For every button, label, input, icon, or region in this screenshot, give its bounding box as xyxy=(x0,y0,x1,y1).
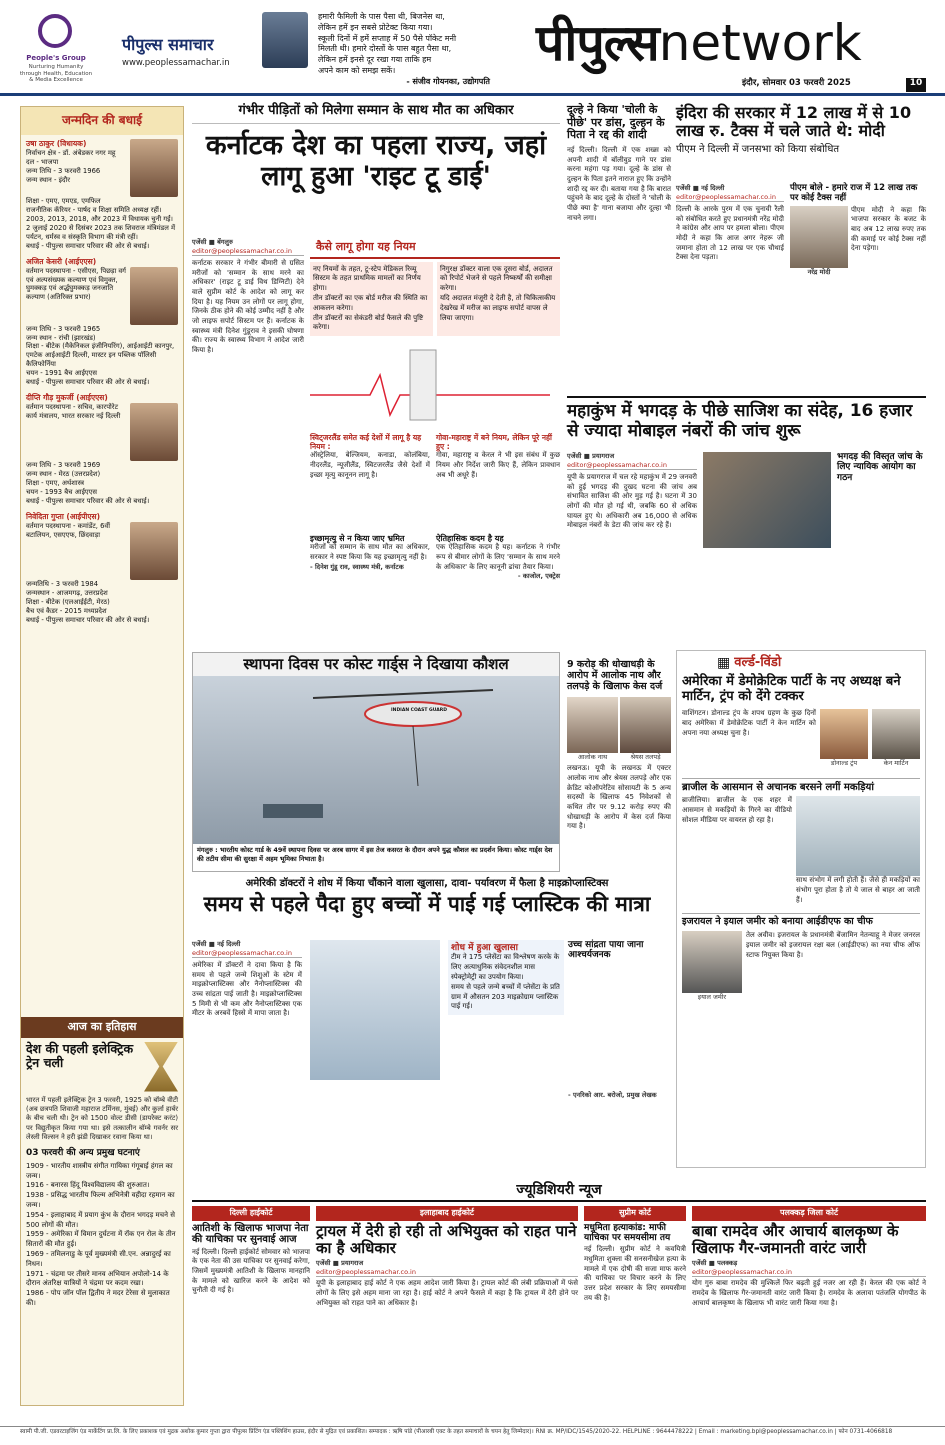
history-body: भारत में पहली इलेक्ट्रिक ट्रेन 3 फरवरी, 1925 को बॉम्बे वीटी (अब छत्रपति शिवाजी महाराज टर्मिनस, मुंबई) और कुर्ला हार्बर के बीच चली थी। ट्रेन को 1500 वोल्ट डीसी (डायरेक्ट करंट) पर विद्युतीकृत किया गया था। इसे तत्कालीन बॉम्बे गवर्नर सर लेस्ली विल्सन ने हरी झंडी दिखाकर रवाना किया था। xyxy=(26,1095,178,1142)
person-name: उषा ठाकुर (विधायक) xyxy=(26,138,87,148)
side-note-4 xyxy=(436,534,560,581)
helicopter-illustration xyxy=(193,676,559,844)
photo-caption: साथ संभोग में लगी होती हैं। जैसे ही मकड़ियों का संभोग पूरा होता है तो ये जाल से बाहर आ जाती हैं। xyxy=(796,876,920,904)
side-note-body: मरीजों को सम्मान के साथ मौत का अधिकार, सरकार ने स्पष्ट किया कि यह इच्छामृत्यु नहीं है। xyxy=(310,543,430,561)
plastic-side xyxy=(568,940,662,1099)
events-list xyxy=(21,1162,183,1309)
photo-caption: इयाल जमीर xyxy=(697,993,727,1002)
rule-item: नए नियमों के तहत, टू-स्टेप मेडिकल रिव्यू सिस्टम के तहत प्राथमिक मामलों का निर्णय होगा। xyxy=(313,264,421,293)
side-note-body: गोवा, महाराष्ट्र व केरल ने भी इस संबंध में कुछ नियम और निर्देश जारी किए हैं, लेकिन प्रावधान अब भी अधूरे हैं। xyxy=(436,451,560,479)
court-story xyxy=(192,1206,310,1308)
person-card xyxy=(26,403,178,461)
rules-box xyxy=(310,238,560,433)
side-head: उच्च सांद्रता पाया जाना आश्चर्यजनक xyxy=(568,940,644,961)
story-body: यूपी के प्रयागराज में चल रहे महाकुंभ में 29 जनवरी को हुई भगदड़ की दुखद घटना की जांच अब संभावित साजिश की ओर मुड़ गई है। घटना में 30 लोगों की मौत हो गई थी, जबकि 60 से अधिक घायल हुए थे। अधिकारी अब 16,000 से अधिक मोबाइल नंबरों के डेटा की जांच कर रहे हैं। xyxy=(567,473,697,530)
event-item: 1959 - अमेरिका में विमान दुर्घटना में रॉक एन रोल के तीन सितारों की मौत हुई। xyxy=(26,1230,176,1249)
person-detail: बधाई - पीपुल्स समाचार परिवार की ओर से बधाई। xyxy=(26,241,150,250)
brand-name: People's Group xyxy=(26,54,86,62)
story-body: नई दिल्ली। सुप्रीम कोर्ट ने कवयित्री मधुमिता शुक्ला की सनसनीखेज हत्या के मामले में एक दोषी की सजा माफ करने की याचिका पर विचार करने के लिए उत्तर प्रदेश सरकार के लिए समयसीमा तय की है। xyxy=(584,1245,686,1302)
quote-author: - संजीव गोयनका, उद्योगपति xyxy=(406,76,490,86)
event-item: 1986 - पोप जॉन पॉल द्वितीय ने मदर टेरेसा से मुलाकात की। xyxy=(26,1289,170,1307)
modi-story xyxy=(676,104,926,384)
world-window xyxy=(676,650,926,1168)
person-detail: चयन - 1991 बैच आईएएस xyxy=(26,369,98,378)
photo-caption: डोनाल्ड ट्रंप xyxy=(830,759,858,768)
story-body: ब्राजीलिया। ब्राजील के एक शहर में आसमान से मकड़ियों के गिरने का वीडियो सोशल मीडिया पर वायरल हो रहा है। xyxy=(682,796,792,824)
shreyas-photo xyxy=(620,697,671,753)
event-item: 1954 - इलाहाबाद में प्रयाग कुंभ के दौरान भगदड़ मचने से 500 लोगों की मौत। xyxy=(26,1210,175,1229)
person-detail: बधाई - पीपुल्स समाचार परिवार की ओर से बधाई। xyxy=(26,378,150,387)
story-headline: आतिशी के खिलाफ भाजपा नेता की याचिका पर सुनवाई आज xyxy=(192,1222,309,1246)
network-wordmark xyxy=(536,10,862,76)
hourglass-icon xyxy=(144,1042,178,1092)
alok-photo xyxy=(567,697,618,753)
person-photo xyxy=(130,522,178,580)
person-detail: जन्म स्थान - इंदौर xyxy=(26,175,71,184)
page-number: 10 xyxy=(906,78,926,92)
research-box xyxy=(448,940,564,1015)
peoples-group-logo-icon xyxy=(38,14,72,48)
side-note-3 xyxy=(310,534,430,571)
person-detail: जन्मतिथि - 3 फरवरी 1984 xyxy=(26,579,99,588)
plastic-story xyxy=(192,878,662,1178)
story-headline: ट्रायल में देरी हो रही तो अभियुक्त को राहत पाने का है अधिकार xyxy=(316,1221,577,1257)
person-detail: शिक्षा - एमए, अर्थशास्त्र xyxy=(26,479,85,488)
person-detail: जन्मस्थान - आजमगढ़, उत्तरप्रदेश xyxy=(26,588,108,597)
byline-email[interactable]: editor@peoplessamachar.co.in xyxy=(192,949,302,959)
story-headline: बाबा रामदेव और आचार्य बालकृष्ण के खिलाफ गैर-जमानती वारंट जारी xyxy=(692,1221,899,1257)
person-detail: शिक्षा - एमए, एमएड, एमफिल xyxy=(26,196,101,205)
court-label: दिल्ली हाईकोर्ट xyxy=(192,1206,310,1221)
byline: एजेंसी ■ नई दिल्ली xyxy=(676,184,725,192)
quote-line: लेकिन हमें इनसे दूर रखा गया ताकि हम xyxy=(318,55,432,65)
person-card xyxy=(26,267,178,325)
coastguard-story xyxy=(192,652,560,872)
byline: एजेंसी ■ पलक्कड़ xyxy=(692,1259,738,1268)
box-body: पीएम मोदी ने कहा कि भाजपा सरकार के बजट के बाद अब 12 लाख रुपए तक की कमाई पर कोई टैक्स नहीं देना पड़ेगा। xyxy=(851,205,926,253)
person-name: दीप्ति गौड़ मुकर्जी (आईएएस) xyxy=(26,393,108,403)
side-note-body: एक ऐतिहासिक कदम है यह। कर्नाटक ने गंभीर रूप से बीमार लोगों के लिए 'सम्मान के साथ मरने के अधिकार' के लिए कानूनी ढांचा तैयार किया। xyxy=(436,543,560,571)
person-photo xyxy=(130,139,178,197)
imprint-footer: स्वामी पी.जी. एडवरटाइजिंग एंड मार्केटिंग प्रा.लि. के लिए प्रकाशक एवं मुद्रक अशोक कुमार गुप्ता द्वारा पीपुल्स प्रिंटिंग एंड पब्लिशिंग हाउस, इंदौर से मुद्रित एवं प्रकाशित। सम्पादक : ऋषि पांडे (पीआरबी एक्ट के तहत समाचारों के चयन हेतु जिम्मेदार)। RNI क्र. MP/IDC/1545/2020-22. HELPLINE : 9644478222 | Email : marketing.bpl@peoplessamachar.co.in | फोन 0731-4066818 xyxy=(0,1426,945,1445)
rule-item: निगुरक्ष डॉक्टर वाला एक दूसरा बोर्ड, अदालत को रिपोर्ट भेजने से पहले निष्कर्षों की समीक्षा करेगा। xyxy=(440,264,553,293)
byline-email[interactable]: editor@peoplessamachar.co.in xyxy=(676,193,784,203)
story-headline: ब्राजील के आसमान से अचानक बरसने लगीं मकड़ियां xyxy=(682,778,920,794)
rule-item: यदि अदालत मंजूरी दे देती है, तो चिकित्सकीय देखरेख में मरीज का लाइफ सपोर्ट वापस ले लिया जाएगा। xyxy=(440,293,556,322)
photo-caption: आलोक नाथ xyxy=(577,752,608,761)
person-detail: बधाई - पीपुल्स समाचार परिवार की ओर से बधाई। xyxy=(26,615,150,624)
person-photo xyxy=(130,403,178,461)
modi-photo xyxy=(790,206,848,268)
groom-story xyxy=(567,104,671,394)
person-name: निवेदिता गुप्ता (आईपीएस) xyxy=(26,512,101,522)
person-detail: निर्वाचन क्षेत्र - डॉ. अंबेडकर नगर महू xyxy=(26,148,116,157)
court-label: इलाहाबाद हाईकोर्ट xyxy=(316,1206,578,1221)
sidebar-people xyxy=(21,135,183,629)
history-section xyxy=(21,1017,183,1309)
story-main-col xyxy=(567,452,697,531)
history-headline: देश की पहली इलेक्ट्रिक ट्रेन चली xyxy=(26,1040,134,1070)
person-detail: बैच एवं कैडर - 2015 मध्यप्रदेश xyxy=(26,606,107,615)
paper-name: पीपुल्स समाचार xyxy=(122,35,214,54)
person-detail: जन्म स्थान - मेरठ (उत्तरप्रदेश) xyxy=(26,470,101,479)
byline: एजेंसी ■ बेंगलुरु xyxy=(192,238,233,246)
box-head: पीएम बोले - हमारे राज में 12 लाख तक पर कोई टैक्स नहीं xyxy=(790,183,918,203)
byline-email[interactable]: editor@peoplessamachar.co.in xyxy=(192,247,304,257)
section-label: वर्ल्ड-विंडो xyxy=(734,654,782,670)
story-kicker: गंभीर पीड़ितों को मिलेगा सम्मान के साथ मौत का अधिकार xyxy=(192,104,560,124)
court-story xyxy=(584,1206,686,1308)
photo-caption: केन मार्टिन xyxy=(883,759,909,768)
court-story xyxy=(316,1206,578,1308)
story-headline: 9 करोड़ की धोखाधड़ी के आरोप में आलोक नाथ और तलपड़े के खिलाफ केस दर्ज xyxy=(567,659,663,692)
story-headline: समय से पहले पैदा हुए बच्चों में पाई गई प्लास्टिक की मात्रा xyxy=(203,891,651,916)
side-note-2 xyxy=(436,434,560,480)
court-label: पलक्कड़ जिला कोर्ट xyxy=(692,1206,926,1221)
event-item: 1971 - चंद्रमा पर तीसरे मानव अभियान अपोलो-14 के दौरान अंतरिक्ष यात्रियों ने चंद्रमा पर कदम रखा। xyxy=(26,1269,169,1288)
court-story xyxy=(692,1206,926,1308)
person-detail: जन्म तिथि - 3 फरवरी 1969 xyxy=(26,461,101,470)
person-detail: जन्म तिथि - 3 फरवरी 1966 xyxy=(26,166,101,175)
fraud-story xyxy=(567,660,671,900)
photo-caption: श्रेयस तलपड़े xyxy=(630,752,661,761)
research-box-title: शोध में हुआ खुलासा xyxy=(451,943,518,953)
story-kicker: अमेरिकी डॉक्टरों ने शोध में किया चौंकाने वाला खुलासा, दावा- पर्यावरण में फैला है माइक्रोप्लास्टिक्स xyxy=(245,878,609,889)
rules-box-title: कैसे लागू होगा यह नियम xyxy=(310,238,560,259)
story-headline: मधुमिता हत्याकांड: माफी याचिका पर समयसीमा तय xyxy=(584,1222,671,1243)
story-body: तेल अवीव। इजरायल के प्रधानमंत्री बेंजामिन नेतन्याहू ने मेजर जनरल इयाल जमीर को इजरायल रक्षा बल (आईडीएफ) का नया चीफ ऑफ स्टाफ नियुक्त किया है। xyxy=(746,931,920,959)
story-body: यूपी के इलाहाबाद हाई कोर्ट ने एक अहम आदेश जारी किया है। ट्रायल कोर्ट की लंबी प्रक्रियाओं में फंसे लोगों के लिए इसे अहम माना जा रहा है। हाई कोर्ट ने अपने फैसले में कहा है कि ट्रायल में देरी होने पर अभियुक्त को राहत पाने का अधिकार है। xyxy=(316,1279,578,1307)
person-detail: राजनीतिक कॅरियर - पार्षद व शिक्षा समिति अध्यक्ष रहीं। 2003, 2013, 2018, और 2023 में विधायक चुनी गईं। 2 जुलाई 2020 से दिसंबर 2023 तक शिवराज मंत्रिमंडल में पर्यटन, धर्मस्व व संस्कृति विभाग की मंत्री रहीं। xyxy=(26,205,176,241)
brand-tagline: Nurturing Humanity through Health, Education & Media Excellence xyxy=(19,64,93,84)
story-headline: कर्नाटक देश का पहला राज्य, जहां लागू हुआ 'राइट टू डाई' xyxy=(205,129,547,192)
israel-photo xyxy=(682,931,742,993)
quote-line: अपने काम को समझ सकें। xyxy=(318,65,396,75)
person-detail: वर्तमान पदस्थापना - सचिव, कारपोरेट कार्य मंत्रालय, भारत सरकार नई दिल्ली xyxy=(26,403,121,421)
side-note-head: गोवा-महाराष्ट्र में बने नियम, लेकिन पूरे नहीं हुए : xyxy=(436,433,552,451)
side-note-head: इच्छामृत्यु से न किया जाए भ्रमित xyxy=(310,534,405,543)
person-card xyxy=(26,139,178,197)
martin-photo xyxy=(872,709,920,759)
story-headline: दूल्हे ने किया 'चोली के पीछे' पर डांस, दुल्हन के पिता ने रद्द की शादी xyxy=(567,103,665,142)
history-title: आज का इतिहास xyxy=(21,1017,183,1038)
quote-line: लेकिन हमें इन सबसे प्रोटेक्ट किया गया। xyxy=(318,22,433,32)
story-body: वाशिंगटन। डोनाल्ड ट्रंप के शपथ ग्रहण के कुछ दिनों बाद अमेरिका में डेमोक्रेटिक पार्टी ने केन मार्टिन को अपना नया अध्यक्ष चुना है। xyxy=(682,709,816,737)
helicopter-text: INDIAN COAST GUARD xyxy=(391,708,447,714)
quote-line: हमारी फैमिली के पास पैसा थी, बिजनेस था, xyxy=(318,12,445,21)
byline-email[interactable]: editor@peoplessamachar.co.in xyxy=(316,1268,578,1278)
story-body: अमेरिका में डॉक्टरों ने दावा किया है कि समय से पहले जन्मे शिशुओं के स्टेम में माइक्रोप्लास्टिक्स और नैनोप्लास्टिक्स की उच्च सांद्रता पाई जाती है। माइक्रोप्लास्टिक्स 5 मिमी से भी कम और नैनोप्लास्टिक्स एक मीटर के अरबवें हिस्से में मापा जाता है। xyxy=(192,961,302,1018)
quote-author-photo xyxy=(262,12,308,68)
person-detail: वर्तमान पदस्थापना - एसीएस, पिछड़ा वर्ग एवं अल्पसंख्यक कल्याण एवं विमुक्त, घुमक्कड़ एवं अर्द्धघुमक्कड़ जनजाति कल्याण (अतिरिक्त प्रभार) xyxy=(26,266,126,302)
photo-caption: नरेंद्र मोदी xyxy=(807,267,831,276)
sidebar-title: जन्मदिन की बधाई xyxy=(21,107,183,135)
story-main-col xyxy=(192,940,302,1019)
person-detail: दल - भाजपा xyxy=(26,157,59,166)
kumbh-story xyxy=(567,396,926,656)
network-en: network xyxy=(658,14,862,72)
byline: एजेंसी ■ प्रयागराज xyxy=(316,1259,364,1268)
byline-email[interactable]: editor@peoplessamachar.co.in xyxy=(692,1268,926,1278)
side-note-head: स्विट्जरलैंड समेत कई देशों में लागू है यह नियम : xyxy=(310,433,422,451)
story-body: योग गुरु बाबा रामदेव की मुश्किलें फिर बढ़ती हुई नजर आ रही हैं। केरल की एक कोर्ट ने रामदेव के खिलाफ गैर-जमानती वारंट जारी किया है। रामदेव के अलावा पतंजलि योगपीठ के आचार्य बालकृष्ण के खिलाफ भी वारंट जारी किया गया है। xyxy=(692,1279,926,1307)
trump-photo xyxy=(820,709,868,759)
story-main-col xyxy=(676,184,784,263)
side-note-author: - दिनेश गुंडू राव, स्वास्थ्य मंत्री, कर्नाटक xyxy=(310,562,404,571)
dateline: इंदौर, सोमवार 03 फरवरी 2025 xyxy=(742,78,851,88)
story-headline: महाकुंभ में भगदड़ के पीछे साजिश का संदेह, 16 हजार से ज्यादा मोबाइल नंबरों की जांच शुरू xyxy=(567,396,926,441)
side-note-1 xyxy=(310,434,430,480)
side-note-author: - काजोल, एक्ट्रेस xyxy=(517,572,560,581)
person-detail: जन्म स्थान - रांची (झारखंड) xyxy=(26,333,96,342)
header-quote xyxy=(318,12,490,88)
quote-line: मिलती थी। हमारे दोस्तों के पास बहुत पैसा था, xyxy=(318,44,452,54)
story-subhead: पीएम ने दिल्ली में जनसभा को किया संबोधित xyxy=(676,143,840,155)
section-label: ज्यूडिशियरी न्यूज xyxy=(192,1182,926,1202)
side-note-body: ऑस्ट्रेलिया, बेल्जियम, कनाडा, कोलंबिया, नीदरलैंड, न्यूजीलैंड, स्विटजरलैंड जैसे देशों में इच्छा मृत्यु कानूनन लागू है। xyxy=(310,451,430,479)
website-url[interactable]: www.peoplessamachar.in xyxy=(122,58,230,68)
person-card xyxy=(26,522,178,580)
judiciary-section xyxy=(192,1182,926,1422)
coastguard-photo xyxy=(193,676,559,844)
byline: एजेंसी ■ नई दिल्ली xyxy=(192,940,241,948)
person-detail: शिक्षा - बीटेक (एलआईईटी, मेरठ) xyxy=(26,597,110,606)
person-name: अजित केसरी (आईएएस) xyxy=(26,256,97,266)
story-body: लखनऊ। यूपी के लखनऊ में एक्टर आलोक नाथ और श्रेयस तलपड़े और एक क्रेडिट कोऑपरेटिव सोसायटी के 5 अन्य सदस्यों के खिलाफ 45 निवेशकों से कथित तौर पर 9.12 करोड़ रुपए की धोखाधड़ी के आरोप में केस दर्ज किया गया है। xyxy=(567,764,671,831)
story-headline: अमेरिका में डेमोक्रेटिक पार्टी के नए अध्यक्ष बने मार्टिन, ट्रंप को देंगे टक्कर xyxy=(682,674,901,705)
iv-drip-illustration xyxy=(310,340,550,430)
rule-item: तीन डॉक्टरों का सेकंडरी बोर्ड फैसले की पुष्टि करेगा। xyxy=(313,313,424,332)
photo-caption: मंगलुरु : भारतीय कोस्ट गार्ड के 49वें स्थापना दिवस पर अरब सागर में इस तेज कसरत के दौरान अपने युद्ध कौशल का प्रदर्शन किया। कोस्ट गार्ड्स देश की तटीय सीमा की सुरक्षा में अहम भूमिका निभाता है। xyxy=(197,846,553,863)
photo-headline: स्थापना दिवस पर कोस्ट गार्ड्स ने दिखाया कौशल xyxy=(193,653,559,676)
events-title: 03 फरवरी की अन्य प्रमुख घटनाएं xyxy=(26,1148,140,1159)
research-item: समय से पहले जन्मे बच्चों में प्लेसेंटा के प्रति ग्राम में औसतन 203 माइक्रोग्राम प्लास्टिक पाई गई। xyxy=(451,982,560,1011)
birthday-sidebar xyxy=(20,106,184,1406)
network-hi: पीपुल्स xyxy=(536,13,659,72)
kumbh-photo xyxy=(703,452,831,548)
side-note-head: ऐतिहासिक कदम है यह xyxy=(436,534,504,543)
modi-box xyxy=(790,184,926,276)
rule-item: तीन डॉक्टरों का एक बोर्ड मरीज की स्थिति का आकलन करेगा। xyxy=(313,293,428,312)
story-body: कर्नाटक सरकार ने गंभीर बीमारी से ग्रसित मरीजों को 'सम्मान के साथ मरने का अधिकार' (राइट टू डाई विथ डिग्निटी) देने वाले सुप्रीम कोर्ट के आदेश को लागू कर दिया है। यह नियम उन लोगों पर लागू होगा, जिनके ठीक होने की कोई उम्मीद नहीं है और जो लाइफ सपोर्ट सिस्टम पर हैं। कर्नाटक के स्वास्थ्य मंत्री दिनेश गुंडूराव ने इसकी घोषणा की। राज्य के स्वास्थ्य विभाग ने आदेश जारी किया है। xyxy=(192,259,304,355)
court-label: सुप्रीम कोर्ट xyxy=(584,1206,686,1221)
event-item: 1916 - बनारस हिंदू विश्वविद्यालय की शुरुआत। xyxy=(26,1181,150,1190)
person-detail: शिक्षा - बीटेक (मैकेनिकल इंजीनियरिंग), आईआईटी कानपुर, एमटेक आईआईटी दिल्ली, मास्टर इन पब्लिक पॉलिसी कैलिफोर्निया xyxy=(26,342,175,369)
person-photo xyxy=(130,267,178,325)
event-item: 1909 - भारतीय शास्त्रीय संगीत गायिका गंगूबाई हंगल का जन्म। xyxy=(26,1161,173,1180)
person-detail: बधाई - पीपुल्स समाचार परिवार की ओर से बधाई। xyxy=(26,497,150,506)
story-body: दिल्ली के आरके पुरम में एक चुनावी रैली को संबोधित करते हुए प्रधानमंत्री नरेंद्र मोदी ने कांग्रेस और आप पर हमला बोला। पीएम मोदी ने कहा कि आज अगर नेहरू जी जमाना होता तो 12 लाख पर एक चौथाई टैक्स देना पड़ता। xyxy=(676,205,784,262)
event-item: 1938 - प्रसिद्ध भारतीय फिल्म अभिनेत्री वहीदा रहमान का जन्म। xyxy=(26,1191,175,1209)
side-head: भगदड़ की विस्तृत जांच के लिए न्यायिक आयोग का गठन xyxy=(837,452,923,483)
research-item: टीम ने 175 प्लेसेंटा का विश्लेषण करके के लिए अत्याधुनिक संवेदनशील मास स्पेक्ट्रोमेट्री का उपयोग किया। xyxy=(451,953,560,981)
spider-photo xyxy=(796,796,920,876)
person-detail: वर्तमान पदस्थापना - कमांडेंट, 6वीं बटालियन, एसएएफ, छिंदवाड़ा xyxy=(26,521,110,539)
event-item: 1969 - तमिलनाडु के पूर्व मुख्यमंत्री सी.एन. अन्नादुरई का निधन। xyxy=(26,1249,171,1268)
quote-line: स्कूली दिनों में हमें सप्ताह में 50 पैसे पॉकेट मनी xyxy=(318,33,457,43)
story-headline: इंदिरा की सरकार में 12 लाख में से 10 लाख रु. टैक्स में चले जाते थे: मोदी xyxy=(676,103,912,141)
story-headline: इजरायल ने इयाल जमीर को बनाया आईडीएफ का चीफ xyxy=(682,913,920,928)
window-icon: ▦ xyxy=(717,655,731,671)
story-body: नई दिल्ली। दिल्ली में एक शख्स को अपनी शादी में बॉलीवुड गाने पर डांस करना महंगा पड़ गया। दूल्हे के डांस से दुल्हन के पिता इतने नाराज हुए कि उन्होंने शादी रद्द कर दी। बताया गया है कि बारात पहुंचने के बाद दूल्हे के दोस्तों ने 'चोली के पीछे क्या है' गाना बजाया और दूल्हा भी नाचने लगा। xyxy=(567,145,671,222)
story-main-col xyxy=(192,238,304,356)
person-detail: जन्म तिथि - 3 फरवरी 1965 xyxy=(26,324,101,333)
euthanasia-story xyxy=(192,104,560,644)
story-body: नई दिल्ली। दिल्ली हाईकोर्ट सोमवार को भाजपा के एक नेता की उस याचिका पर सुनवाई करेगा, जिसमें मुख्यमंत्री आतिशी के खिलाफ मानहानि के मामले को खारिज करने के आदेश को चुनौती दी गई है। xyxy=(192,1247,311,1295)
person-detail: चयन - 1993 बैच आईएएस xyxy=(26,488,98,497)
byline: एजेंसी ■ प्रयागराज xyxy=(567,452,615,460)
masthead xyxy=(0,0,945,96)
byline-email[interactable]: editor@peoplessamachar.co.in xyxy=(567,461,697,471)
plastic-photo xyxy=(310,940,440,1080)
side-author: - एनरिको आर. बरोजो, प्रमुख लेखक xyxy=(568,1090,657,1099)
kumbh-side xyxy=(837,452,926,483)
